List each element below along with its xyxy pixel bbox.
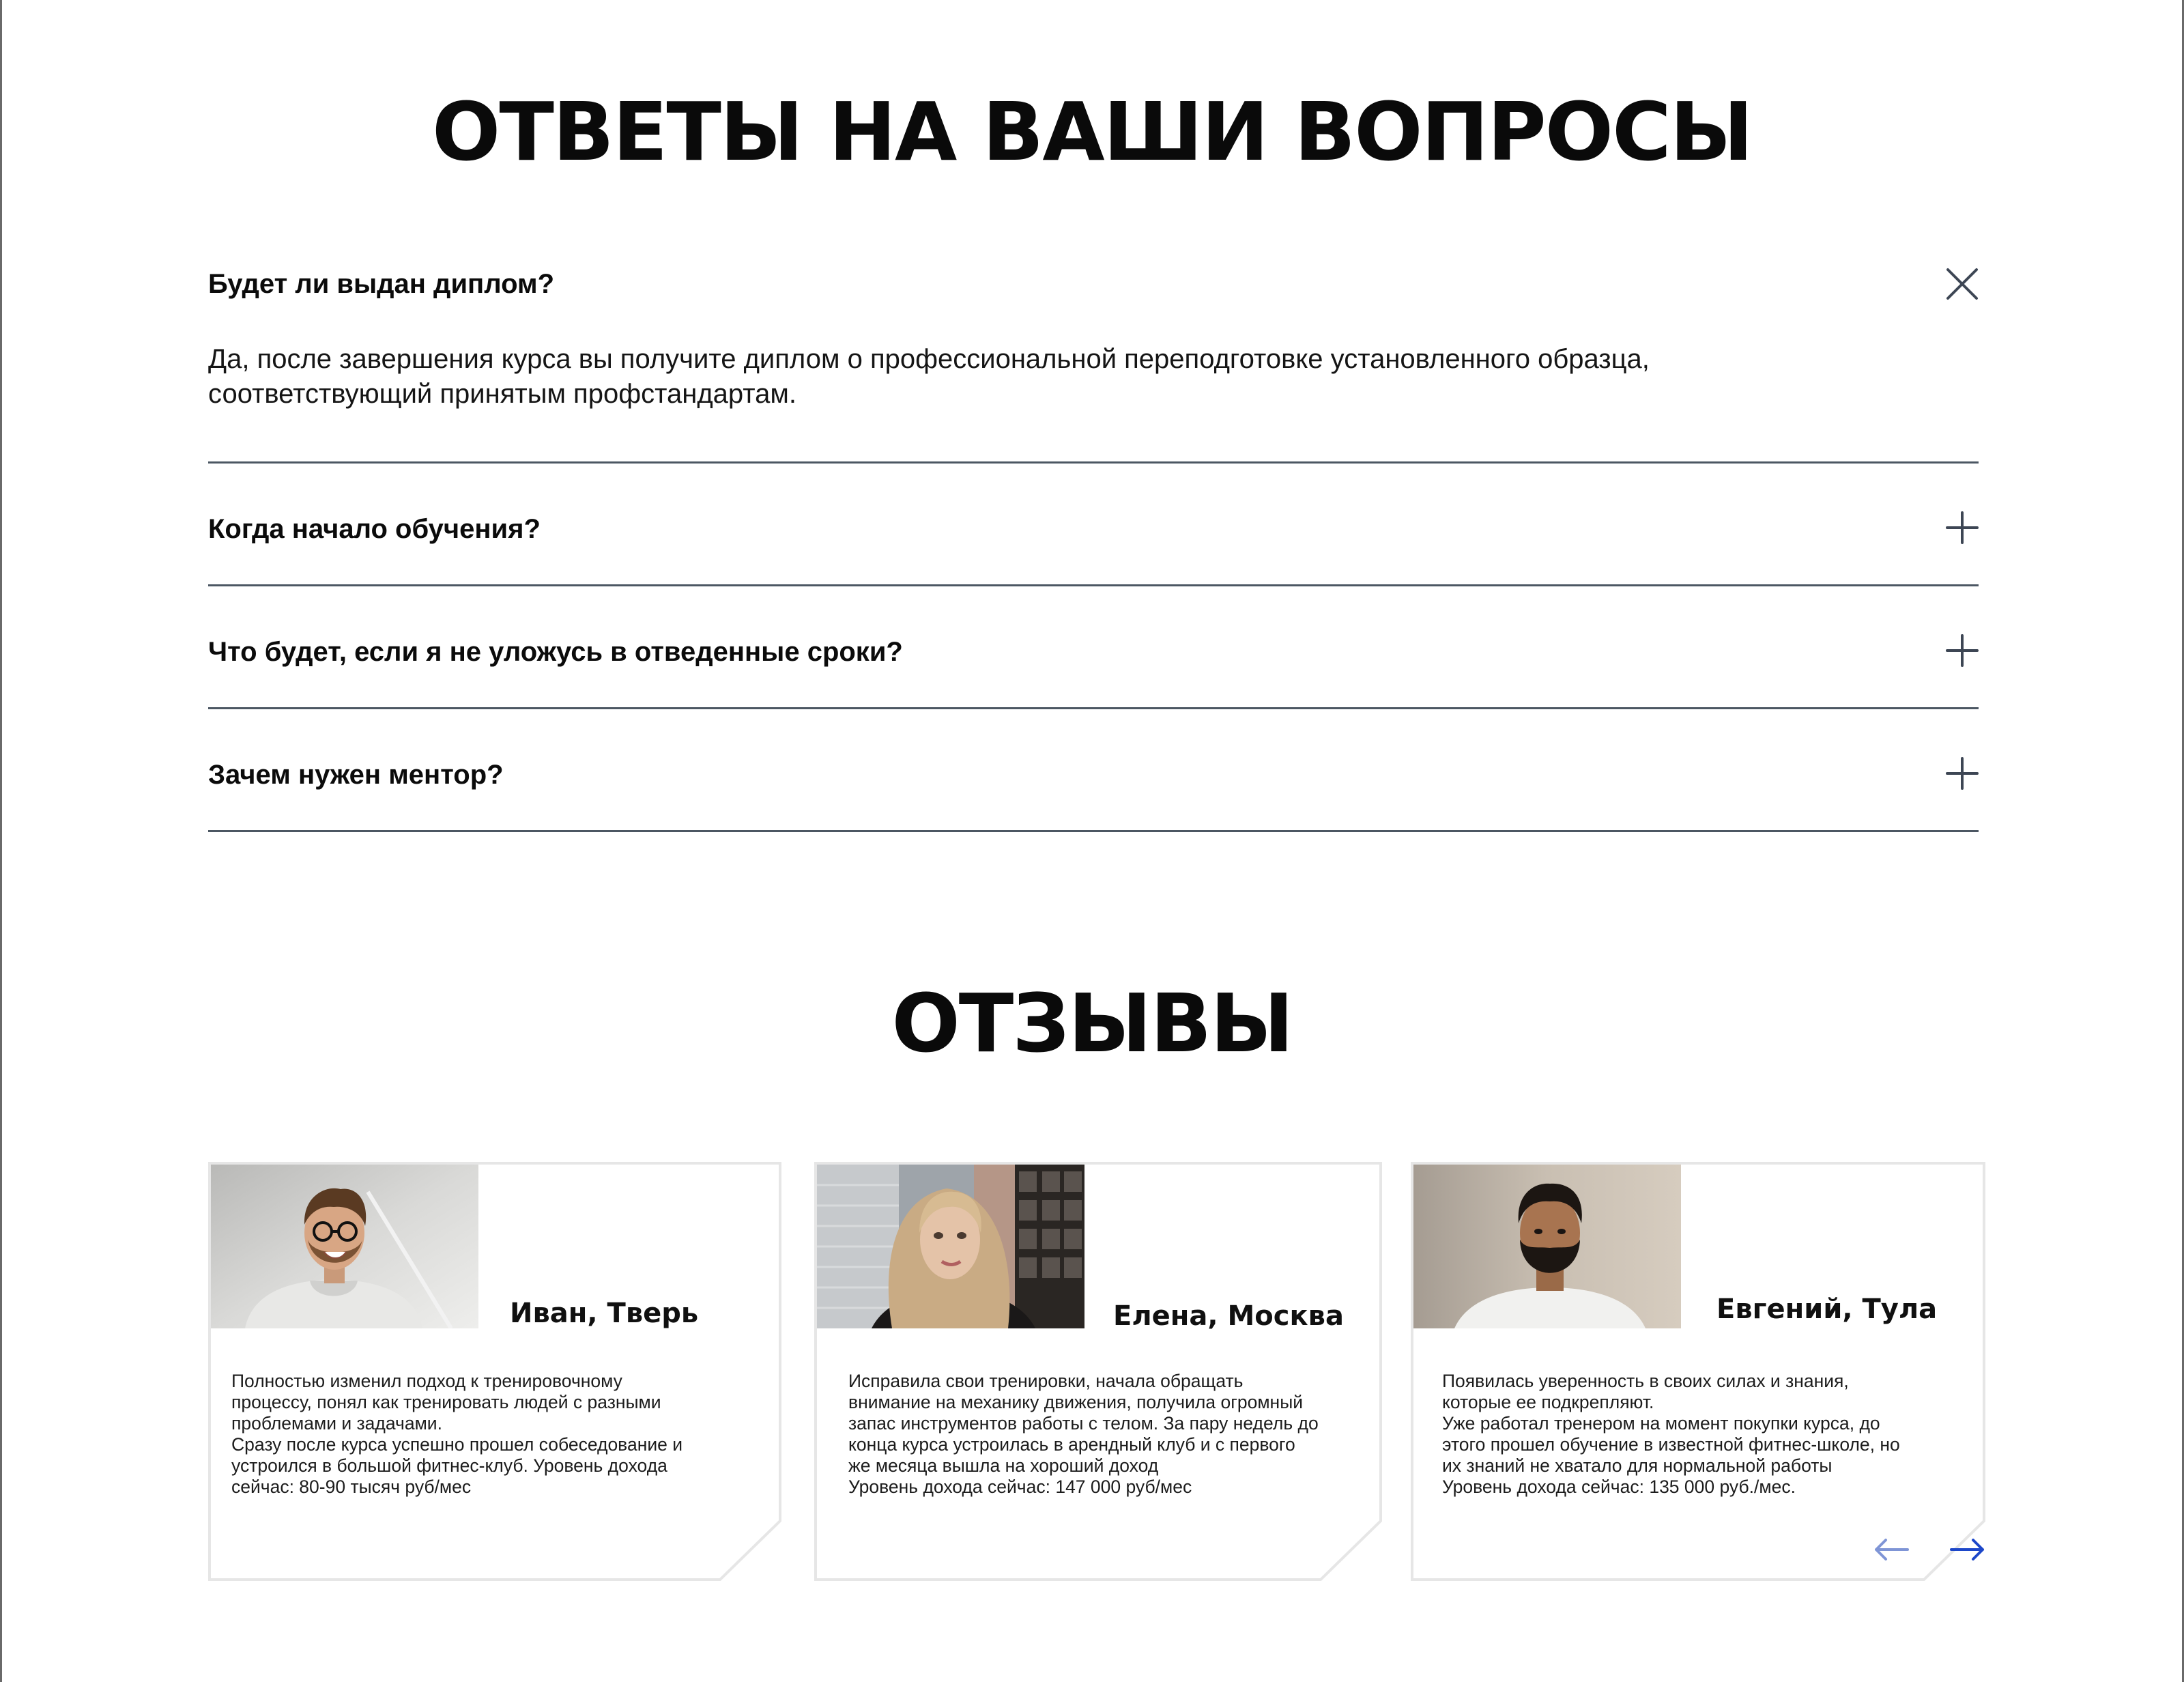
faq-item-mentor[interactable]: [208, 709, 1979, 832]
review-text: Полностью изменил подход к тренировочному процессу, понял как тренировать людей с разными проблемами и задачами. Сразу после курса успешно прошел собеседование и устроился в большой фитнес-клуб. Уровень дохода сейчас: 80-90 тысяч руб/мес: [231, 1371, 683, 1497]
faq-item-diploma[interactable]: [208, 238, 1979, 464]
review-photo: [211, 1165, 478, 1328]
faq-question[interactable]: Будет ли выдан диплом?: [208, 269, 555, 299]
reviewer-name: Елена, Москва: [1113, 1300, 1344, 1332]
review-text: Появилась уверенность в своих силах и знания, которые ее подкрепляют. Уже работал тренером на момент покупки курса, до этого прошел обучение в известной фитнес-школе, но их знаний не хватало для нормальной работы Уровень дохода сейчас: 135 000 руб./мес.: [1442, 1371, 1900, 1497]
review-photo: [1413, 1165, 1681, 1328]
faq-question[interactable]: Что будет, если я не уложусь в отведенные сроки?: [208, 637, 903, 667]
arrow-right-icon[interactable]: [1949, 1536, 1987, 1563]
review-photo: [817, 1165, 1084, 1328]
faq-list: [208, 238, 1979, 832]
faq-answer: Да, после завершения курса вы получите диплом о профессиональной переподготовке установленного образца, соответствующий принятым профстандартам.: [208, 344, 1650, 409]
arrow-left-icon[interactable]: [1872, 1536, 1910, 1563]
faq-question[interactable]: Когда начало обучения?: [208, 514, 541, 544]
review-card: [208, 1162, 781, 1581]
faq-title: ОТВЕТЫ НА ВАШИ ВОПРОСЫ: [432, 85, 1752, 179]
plus-icon[interactable]: [1946, 634, 1979, 667]
close-icon[interactable]: [1946, 268, 1979, 300]
reviews-title: ОТЗЫВЫ: [891, 976, 1293, 1070]
review-card: [814, 1162, 1382, 1581]
faq-question[interactable]: Зачем нужен ментор?: [208, 760, 504, 790]
review-card: [1411, 1162, 1985, 1581]
faq-item-deadlines[interactable]: [208, 586, 1979, 709]
plus-icon[interactable]: [1946, 511, 1979, 544]
review-text: Исправила свои тренировки, начала обращать внимание на механику движения, получила огромный запас инструментов работы с телом. За пару недель до конца курса устроилась в арендный клуб и с первого же месяца вышла на хороший доход Уровень дохода сейчас: 147 000 руб/мес: [848, 1371, 1319, 1497]
plus-icon[interactable]: [1946, 757, 1979, 790]
reviewer-name: Евгений, Тула: [1716, 1294, 1938, 1325]
reviewer-name: Иван, Тверь: [510, 1298, 699, 1329]
faq-item-start-date[interactable]: [208, 464, 1979, 586]
